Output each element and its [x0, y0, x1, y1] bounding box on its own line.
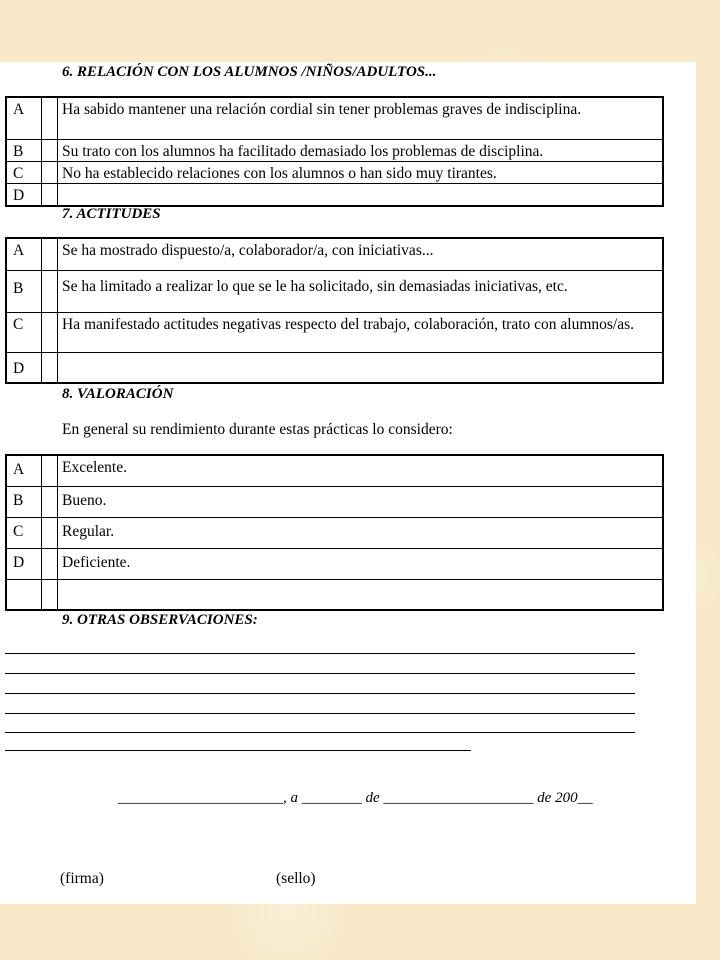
- table-row: [6, 270, 663, 312]
- option-checkbox[interactable]: [42, 161, 58, 183]
- option-checkbox[interactable]: [42, 312, 58, 352]
- option-letter: C: [6, 312, 42, 352]
- table-row: [6, 97, 663, 139]
- firma-label: (firma): [60, 870, 104, 887]
- section-6-title: 6. RELACIÓN CON LOS ALUMNOS /NIÑOS/ADULTOS...: [62, 64, 437, 80]
- option-checkbox[interactable]: [42, 139, 58, 161]
- table-row: [6, 548, 663, 579]
- section-7-table: [5, 237, 664, 384]
- date-place-line: ______________________, a ________ de ____________________ de 200__: [118, 790, 593, 806]
- option-letter: B: [6, 270, 42, 312]
- table-row: [6, 139, 663, 161]
- option-checkbox[interactable]: [42, 352, 58, 383]
- option-checkbox[interactable]: [42, 270, 58, 312]
- option-letter: B: [6, 139, 42, 161]
- table-row: [6, 486, 663, 517]
- option-text: Se ha mostrado dispuesto/a, colaborador/a, con iniciativas...: [58, 238, 664, 270]
- section-7-title: 7. ACTITUDES: [62, 206, 161, 222]
- table-row: [6, 161, 663, 183]
- observations-line[interactable]: [5, 732, 635, 733]
- option-text: [58, 579, 664, 610]
- table-row: [6, 579, 663, 610]
- option-letter: B: [6, 486, 42, 517]
- option-letter: C: [6, 517, 42, 548]
- option-checkbox[interactable]: [42, 486, 58, 517]
- observations-line[interactable]: [5, 713, 635, 714]
- table-row: [6, 517, 663, 548]
- option-checkbox[interactable]: [42, 97, 58, 139]
- option-letter: D: [6, 548, 42, 579]
- option-checkbox[interactable]: [42, 238, 58, 270]
- option-text: [58, 352, 664, 383]
- option-text: Regular.: [58, 517, 664, 548]
- observations-line[interactable]: [5, 693, 635, 694]
- observations-line[interactable]: [5, 750, 471, 751]
- table-row: [6, 455, 663, 486]
- option-text: Deficiente.: [58, 548, 664, 579]
- section-9-title: 9. OTRAS OBSERVACIONES:: [62, 612, 258, 628]
- option-letter: C: [6, 161, 42, 183]
- table-row: [6, 312, 663, 352]
- section-6-table: [5, 96, 664, 207]
- option-letter: A: [6, 97, 42, 139]
- option-checkbox[interactable]: [42, 517, 58, 548]
- option-checkbox[interactable]: [42, 455, 58, 486]
- option-checkbox[interactable]: [42, 183, 58, 206]
- observations-line[interactable]: [5, 653, 635, 654]
- section-8-table: [5, 454, 664, 611]
- option-text: Ha sabido mantener una relación cordial sin tener problemas graves de indisciplina.: [58, 97, 664, 139]
- option-text: Bueno.: [58, 486, 664, 517]
- sello-label: (sello): [276, 870, 316, 887]
- section-8-intro: En general su rendimiento durante estas prácticas lo considero:: [62, 421, 453, 438]
- option-text: Ha manifestado actitudes negativas respecto del trabajo, colaboración, trato con alumnos/as.: [58, 312, 664, 352]
- table-row: [6, 183, 663, 206]
- observations-line[interactable]: [5, 673, 635, 674]
- option-text: [58, 183, 664, 206]
- option-text: No ha establecido relaciones con los alumnos o han sido muy tirantes.: [58, 161, 664, 183]
- option-checkbox[interactable]: [42, 548, 58, 579]
- option-letter: [6, 579, 42, 610]
- table-row: [6, 352, 663, 383]
- option-letter: D: [6, 352, 42, 383]
- option-letter: A: [6, 455, 42, 486]
- table-row: [6, 238, 663, 270]
- option-letter: A: [6, 238, 42, 270]
- option-checkbox[interactable]: [42, 579, 58, 610]
- option-text: Su trato con los alumnos ha facilitado demasiado los problemas de disciplina.: [58, 139, 664, 161]
- option-letter: D: [6, 183, 42, 206]
- option-text: Excelente.: [58, 455, 664, 486]
- section-8-title: 8. VALORACIÓN: [62, 386, 174, 402]
- option-text: Se ha limitado a realizar lo que se le ha solicitado, sin demasiadas iniciativas, etc.: [58, 270, 664, 312]
